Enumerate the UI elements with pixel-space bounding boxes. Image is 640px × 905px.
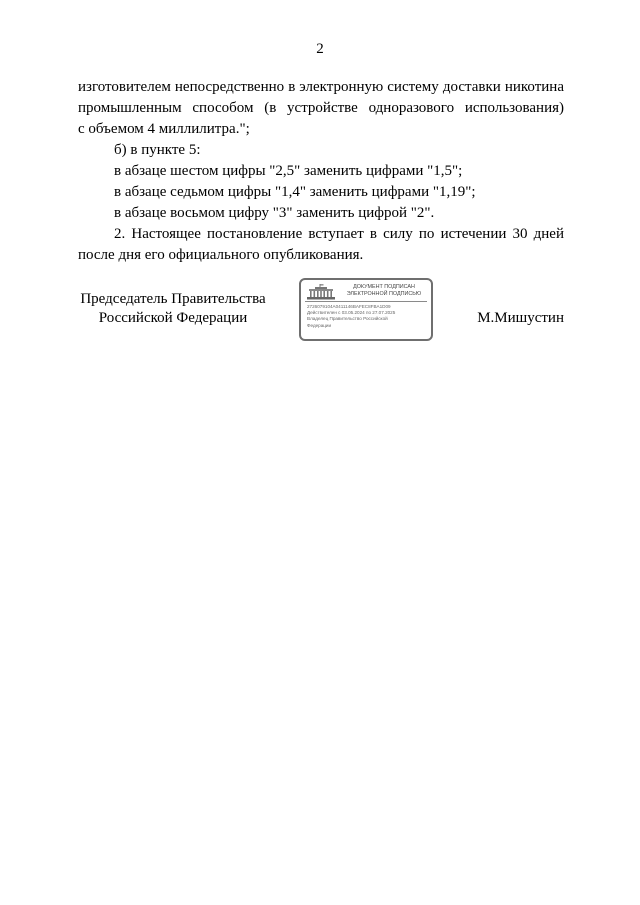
stamp-owner-line2: Федерации	[307, 322, 332, 328]
stamp-owner-line1: Владелец Правительство Российской	[307, 316, 388, 322]
signer-position	[78, 290, 268, 328]
body-line: с объемом 4 миллилитра.";	[78, 121, 250, 137]
signature-block	[78, 284, 564, 350]
stamp-title-line2: ЭЛЕКТРОННОЙ ПОДПИСЬЮ	[346, 291, 422, 297]
body-line: промышленным способом (в устройстве одноразового использования)	[78, 100, 564, 116]
page-number: 2	[316, 41, 324, 57]
body-line: б) в пункте 5:	[114, 142, 201, 158]
stamp-divider	[305, 301, 427, 302]
signer-name: М.Мишустин	[477, 310, 564, 326]
body-line: 2. Настоящее постановление вступает в силу по истечении 30 дней	[114, 226, 564, 242]
stamp-title-line1: ДОКУМЕНТ ПОДПИСАН	[353, 284, 415, 290]
body-line: изготовителем непосредственно в электронную систему доставки никотина	[78, 79, 564, 95]
document-body	[78, 77, 564, 266]
body-line: после дня его официального опубликования.	[78, 247, 364, 263]
stamp-validity: Действителен с 03.05.2024 по 27.07.2025	[307, 310, 396, 316]
electronic-signature-stamp	[299, 278, 433, 341]
signer-position-line2: Российской Федерации	[98, 310, 248, 326]
stamp-title	[337, 284, 431, 298]
signer-position-line1: Председатель Правительства	[80, 291, 266, 307]
government-building-icon	[306, 284, 336, 300]
body-line: в абзаце восьмом цифру "3" заменить цифрой "2".	[114, 205, 435, 221]
body-line: в абзаце шестом цифры "2,5" заменить цифрами "1,5";	[114, 163, 463, 179]
stamp-details	[307, 304, 429, 329]
body-line: в абзаце седьмом цифры "1,4" заменить цифрами "1,19";	[114, 184, 476, 200]
stamp-certificate: 2726079104A0411146BAFEC8FBA1D09	[307, 304, 391, 309]
